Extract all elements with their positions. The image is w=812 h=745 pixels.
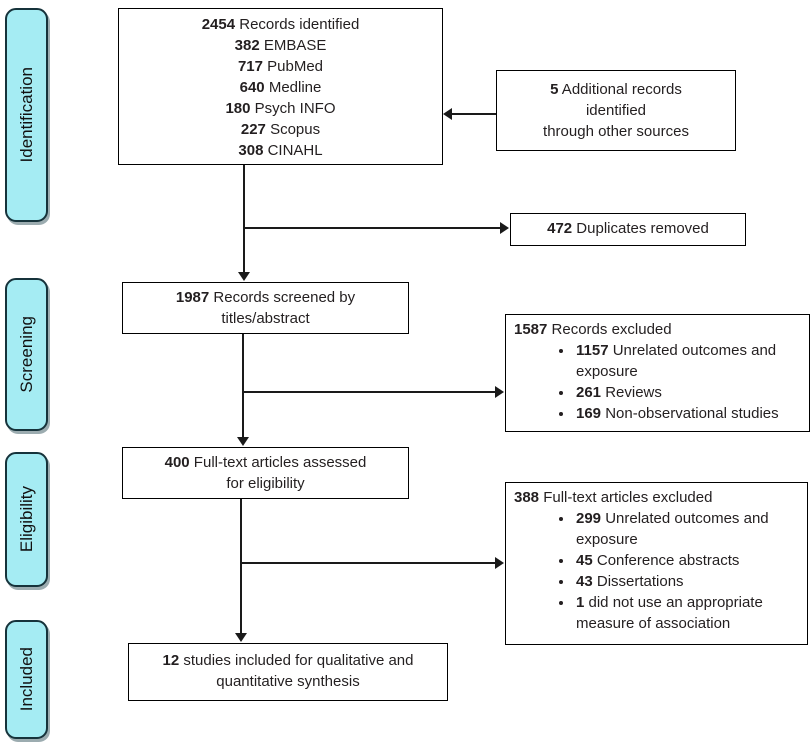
records-source-line: 640 Medline (239, 79, 322, 96)
records-identified-box (118, 8, 443, 165)
stage-identification (5, 8, 48, 222)
records-excluded-item: • 169 Non-observational studies (574, 403, 805, 424)
connector-to-fulltext-excluded (241, 562, 496, 564)
connector-records-to-screened (243, 165, 245, 273)
fulltext-assessed-line: 400 Full-text articles assessed (164, 454, 367, 471)
records-screened-line: titles/abstract (221, 310, 310, 327)
records-excluded-item: • 261 Reviews (574, 382, 805, 403)
studies-included-line: quantitative synthesis (216, 673, 360, 690)
records-source-line: 308 CINAHL (238, 142, 323, 159)
fulltext-excluded-title: 388 Full-text articles excluded (514, 489, 713, 506)
fulltext-assessed-line: for eligibility (226, 475, 305, 492)
records-screened-line: 1987 Records screened by (175, 289, 356, 306)
records-excluded-box (505, 314, 810, 432)
fulltext-excluded-box (505, 482, 808, 645)
arrowhead-down-icon (238, 272, 250, 281)
additional-records-box (496, 70, 736, 151)
records-total-line: 2454 Records identified (201, 16, 360, 33)
records-source-line: 382 EMBASE (234, 37, 327, 54)
fulltext-assessed-box (122, 447, 409, 499)
studies-included-line: 12 studies included for qualitative and (162, 652, 414, 669)
studies-included-box (128, 643, 448, 701)
records-excluded-title: 1587 Records excluded (514, 321, 672, 338)
fulltext-excluded-list (514, 508, 803, 634)
arrowhead-right-icon (500, 222, 509, 234)
fulltext-excluded-item: • 299 Unrelated outcomes and exposure (574, 508, 803, 550)
stage-screening-label: Screening (17, 316, 36, 393)
stage-screening (5, 278, 48, 431)
additional-records-line: identified (585, 102, 647, 119)
records-screened-box (122, 282, 409, 334)
records-excluded-item: • 1157 Unrelated outcomes and exposure (574, 340, 805, 382)
fulltext-excluded-item: • 45 Conference abstracts (574, 550, 803, 571)
additional-records-line: through other sources (543, 123, 689, 140)
arrowhead-down-icon (237, 437, 249, 446)
connector-to-records-excluded (243, 391, 496, 393)
records-source-line: 717 PubMed (237, 58, 324, 75)
connector-assessed-to-included (240, 499, 242, 634)
arrowhead-right-icon (495, 557, 504, 569)
stage-identification-label: Identification (17, 67, 36, 163)
stage-included-label: Included (17, 647, 36, 712)
arrowhead-right-icon (495, 386, 504, 398)
additional-records-line: 5 Additional records (550, 81, 682, 98)
records-source-line: 227 Scopus (240, 121, 321, 138)
fulltext-excluded-item: • 43 Dissertations (574, 571, 803, 592)
stage-eligibility (5, 452, 48, 587)
records-source-line: 180 Psych INFO (225, 100, 336, 117)
connector-to-duplicates (244, 227, 501, 229)
arrowhead-left-icon (443, 108, 452, 120)
connector-screened-to-assessed (242, 334, 244, 438)
connector-additional-to-records (452, 113, 496, 115)
fulltext-excluded-item: • 1 did not use an appropriate measure of association (574, 592, 803, 634)
stage-included (5, 620, 48, 739)
arrowhead-down-icon (235, 633, 247, 642)
records-excluded-list (514, 340, 805, 424)
duplicates-removed-box: 472 Duplicates removed (510, 213, 746, 246)
stage-eligibility-label: Eligibility (17, 486, 36, 553)
